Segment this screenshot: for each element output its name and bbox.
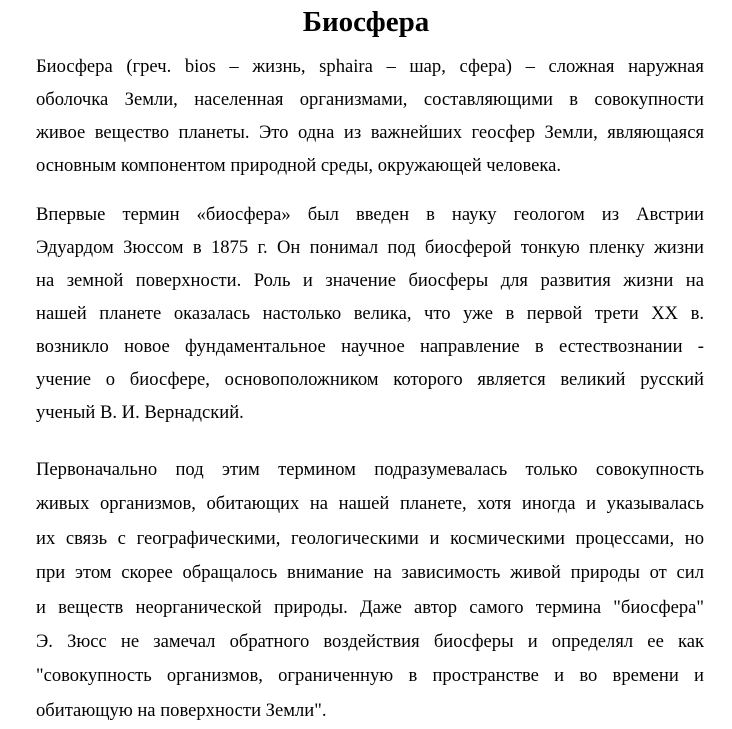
text-line: их связь с географическими, геологическими и космическими процессами, но (36, 527, 704, 549)
text-line: живых организмов, обитающих на нашей планете, хотя иногда и указывалась (36, 493, 704, 515)
text-line: Э. Зюсс не замечал обратного воздействия биосферы и определял ее как (36, 630, 704, 652)
text-line: "совокупность организмов, ограниченную в пространстве и во времени и (36, 665, 704, 687)
paragraph-3 (36, 453, 704, 728)
text-line: основным компонентом природной среды, окружающей человека. (36, 155, 562, 176)
text-line: живое вещество планеты. Это одна из важнейших геосфер Земли, являющаяся (36, 122, 704, 143)
text-line: Первоначально под этим термином подразумевалась только совокупность (36, 459, 704, 480)
paragraph-1 (36, 50, 704, 182)
text-line: Эдуардом Зюссом в 1875 г. Он понимал под биосферой тонкую пленку жизни (36, 237, 704, 258)
text-line: нашей планете оказалась настолько велика, что уже в первой трети XX в. (36, 303, 704, 324)
text-line: на земной поверхности. Роль и значение биосферы для развития жизни на (36, 270, 704, 291)
page-title: Биосфера (302, 6, 430, 38)
text-line: учение о биосфере, основоположником которого является великий русский (36, 369, 704, 390)
text-line: и веществ неорганической природы. Даже автор самого термина "биосфера" (36, 596, 704, 618)
text-line: ученый В. И. Вернадский. (36, 402, 244, 423)
text-line: Впервые термин «биосфера» был введен в науку геологом из Австрии (36, 204, 704, 225)
text-line: Биосфера (греч. bios – жизнь, sphaira – шар, сфера) – сложная наружная (36, 56, 704, 77)
paragraph-2 (36, 198, 704, 429)
text-line: обитающую на поверхности Земли". (36, 699, 327, 721)
text-line: возникло новое фундаментальное научное направление в естествознании - (36, 336, 704, 357)
text-line: оболочка Земли, населенная организмами, составляющими в совокупности (36, 89, 704, 110)
text-line: при этом скорее обращалось внимание на зависимость живой природы от сил (36, 562, 704, 584)
